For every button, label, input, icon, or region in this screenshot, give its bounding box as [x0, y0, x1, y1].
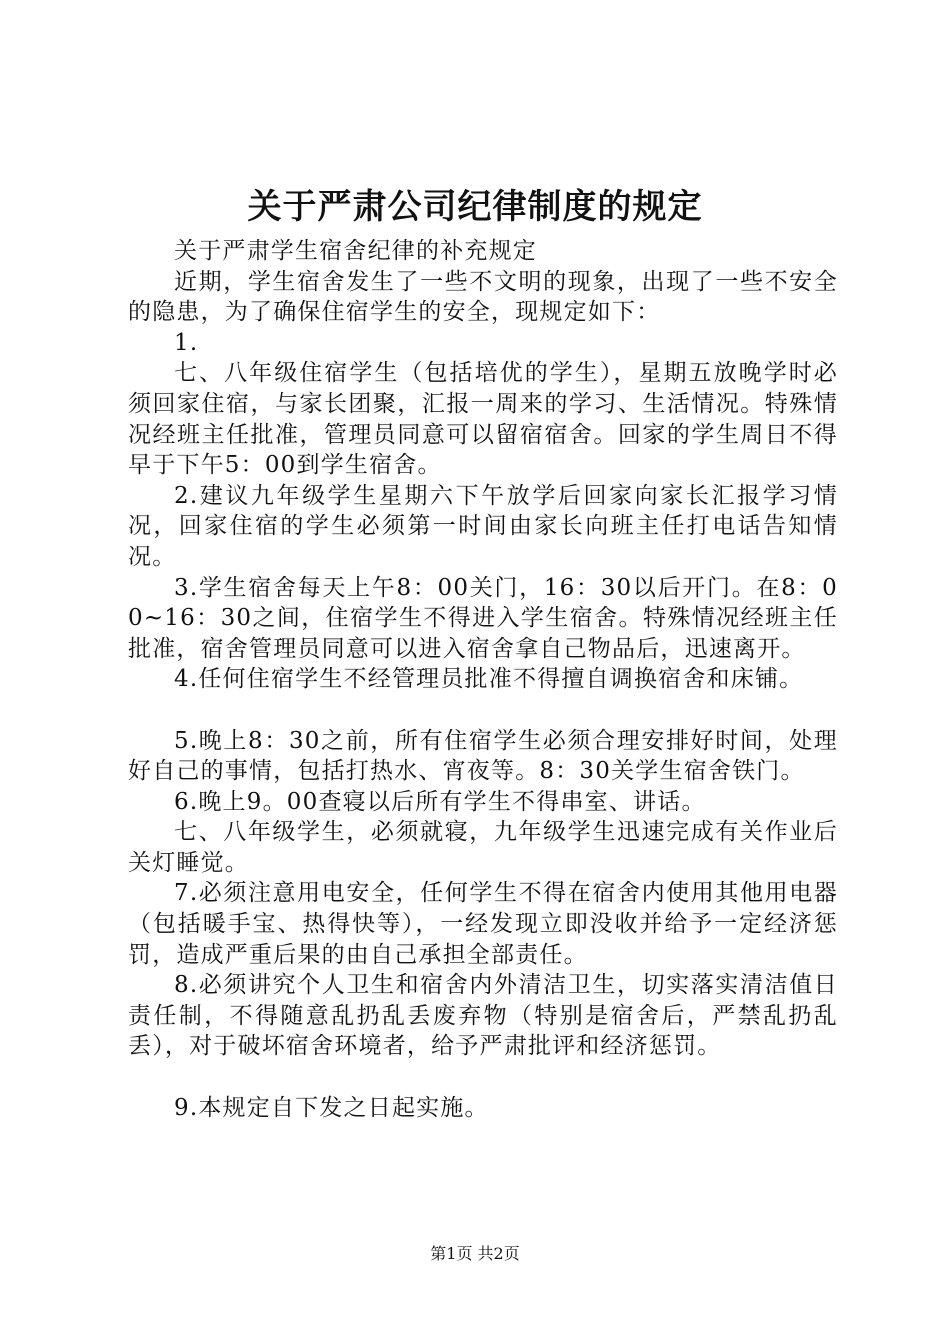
rule-7-paragraph: 7.必须注意用电安全，任何学生不得在宿舍内使用其他用电器（包括暖手宝、热得快等），一经发现立即没收并给予一定经济惩罚，造成严重后果的由自己承担全部责任。 [128, 880, 838, 968]
subtitle-paragraph: 关于严肃学生宿舍纪律的补充规定 [174, 238, 537, 264]
document-body [128, 236, 838, 1123]
rule-2-paragraph: 2.建议九年级学生星期六下午放学后回家向家长汇报学习情况，回家住宿的学生必须第一时间由家长向班主任打电话告知情况。 [128, 482, 838, 570]
rule-9-paragraph: 9.本规定自下发之日起实施。 [174, 1094, 489, 1121]
rule-number-1: 1. [174, 329, 199, 356]
page-footer: 第1页 共2页 [430, 1244, 520, 1263]
document-title: 关于严肃公司纪律制度的规定 [247, 187, 703, 227]
rule-6-continuation-paragraph: 七、八年级学生，必须就寝，九年级学生迅速完成有关作业后关灯睡觉。 [128, 819, 838, 876]
rule-3-paragraph: 3.学生宿舍每天上午8：00关门，16：30以后开门。在8：00~16：30之间，住宿学生不得进入学生宿舍。特殊情况经班主任批准，宿舍管理员同意可以进入宿舍拿自己物品后，迅速离开。 [128, 574, 838, 662]
rule-6-paragraph: 6.晚上9。00查寝以后所有学生不得串室、讲话。 [174, 788, 706, 815]
rule-4-paragraph: 4.任何住宿学生不经管理员批准不得擅自调换宿舍和床铺。 [174, 666, 804, 693]
rule-1-paragraph: 七、八年级住宿学生（包括培优的学生），星期五放晚学时必须回家住宿，与家长团聚，汇报一周来的学习、生活情况。特殊情况经班主任批准，管理员同意可以留宿宿舍。回家的学生周日不得早于下午5：00到学生宿舍。 [128, 360, 838, 479]
rule-8-paragraph: 8.必须讲究个人卫生和宿舍内外清洁卫生，切实落实清洁值日责任制，不得随意乱扔乱丢废弃物（特别是宿舍后，严禁乱扔乱丢），对于破坏宿舍环境者，给予严肃批评和经济惩罚。 [128, 972, 838, 1060]
intro-paragraph: 近期，学生宿舍发生了一些不文明的现象，出现了一些不安全的隐患，为了确保住宿学生的安全，现规定如下： [128, 268, 838, 326]
rule-5-paragraph: 5.晚上8：30之前，所有住宿学生必须合理安排好时间，处理好自己的事情，包括打热水、宵夜等。8：30关学生宿舍铁门。 [128, 727, 838, 785]
